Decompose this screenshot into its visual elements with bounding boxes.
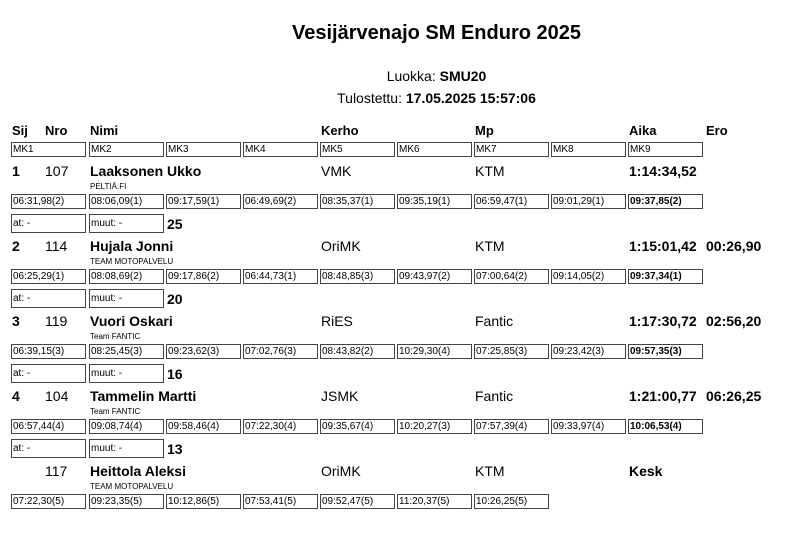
split-cell: 09:57,35(3): [628, 344, 703, 359]
rider-gap: 00:26,90: [706, 238, 762, 254]
rider-position: 3: [12, 313, 20, 329]
rider-points: 13: [167, 441, 183, 457]
split-cell: 08:06,09(1): [89, 194, 164, 209]
split-cell: 09:37,34(1): [628, 269, 703, 284]
split-cell: 09:01,29(1): [551, 194, 626, 209]
rider-team: TEAM MOTOPALVELU: [90, 482, 174, 491]
rider-muut: muut: -: [89, 214, 164, 233]
split-cell: 10:12,86(5): [166, 494, 241, 509]
class-line: [0, 68, 785, 84]
rider-club: JSMK: [321, 388, 359, 404]
rider-team: Team FANTIC: [90, 332, 141, 341]
mk-header-cell: MK9: [628, 142, 703, 157]
rider-bike: Fantic: [475, 388, 514, 404]
printed-line: [0, 90, 785, 106]
rider-muut: muut: -: [89, 364, 164, 383]
header-aika: Aika: [629, 123, 657, 138]
rider-bike: KTM: [475, 463, 505, 479]
split-cell: 07:25,85(3): [474, 344, 549, 359]
split-cell: 07:53,41(5): [243, 494, 318, 509]
split-cell: 09:35,19(1): [397, 194, 472, 209]
rider-points: 16: [167, 366, 183, 382]
mk-header-cell: MK8: [551, 142, 626, 157]
mk-header-cell: MK5: [320, 142, 395, 157]
split-cell: 09:23,62(3): [166, 344, 241, 359]
rider-gap: 02:56,20: [706, 313, 762, 329]
rider-points: 25: [167, 216, 183, 232]
split-cell: 07:22,30(5): [11, 494, 86, 509]
split-cell: 07:00,64(2): [474, 269, 549, 284]
rider-team: TEAM MOTOPALVELU: [90, 257, 174, 266]
rider-number: 117: [45, 463, 68, 479]
split-cell: 06:59,47(1): [474, 194, 549, 209]
split-cell: 09:17,86(2): [166, 269, 241, 284]
split-cell: 08:48,85(3): [320, 269, 395, 284]
split-cell: 09:23,42(3): [551, 344, 626, 359]
rider-time: 1:15:01,42: [629, 238, 697, 254]
split-cell: 09:43,97(2): [397, 269, 472, 284]
rider-number: 119: [45, 313, 68, 329]
rider-number: 104: [45, 388, 69, 404]
rider-name: Vuori Oskari: [90, 313, 173, 329]
class-value: SMU20: [439, 68, 487, 84]
rider-name: Hujala Jonni: [90, 238, 174, 254]
rider-name: Heittola Aleksi: [90, 463, 186, 479]
split-cell: 08:25,45(3): [89, 344, 164, 359]
rider-time: 1:14:34,52: [629, 163, 697, 179]
split-cell: 10:29,30(4): [397, 344, 472, 359]
rider-number: 107: [45, 163, 69, 179]
header-mp: Mp: [475, 123, 494, 138]
rider-at: at: -: [11, 439, 86, 458]
split-cell: 08:43,82(2): [320, 344, 395, 359]
rider-club: OriMK: [321, 238, 361, 254]
split-cell: 06:44,73(1): [243, 269, 318, 284]
rider-at: at: -: [11, 289, 86, 308]
split-cell: 06:49,69(2): [243, 194, 318, 209]
split-cell: 09:35,67(4): [320, 419, 395, 434]
header-ero: Ero: [706, 123, 728, 138]
rider-club: RiES: [321, 313, 353, 329]
rider-time: 1:21:00,77: [629, 388, 697, 404]
split-cell: 07:57,39(4): [474, 419, 549, 434]
rider-team: PELTIÄ.FI: [90, 182, 127, 191]
rider-number: 114: [45, 238, 68, 254]
rider-name: Laaksonen Ukko: [90, 163, 202, 179]
rider-at: at: -: [11, 214, 86, 233]
split-cell: 06:39,15(3): [11, 344, 86, 359]
mk-header-cell: MK6: [397, 142, 472, 157]
split-cell: 06:25,29(1): [11, 269, 86, 284]
rider-club: OriMK: [321, 463, 361, 479]
header-nimi: Nimi: [90, 123, 119, 138]
split-cell: 06:57,44(4): [11, 419, 86, 434]
printed-label: Tulostettu:: [337, 90, 402, 106]
rider-position: 2: [12, 238, 20, 254]
split-cell: 07:22,30(4): [243, 419, 318, 434]
header-sij: Sij: [12, 123, 28, 138]
printed-value: 17.05.2025 15:57:06: [405, 90, 536, 106]
mk-header-cell: MK7: [474, 142, 549, 157]
split-cell: 09:37,85(2): [628, 194, 703, 209]
split-cell: 08:08,69(2): [89, 269, 164, 284]
rider-bike: Fantic: [475, 313, 514, 329]
class-label: Luokka:: [386, 68, 436, 84]
rider-muut: muut: -: [89, 439, 164, 458]
rider-name: Tammelin Martti: [90, 388, 197, 404]
mk-header-cell: MK4: [243, 142, 318, 157]
rider-club: VMK: [321, 163, 352, 179]
rider-bike: KTM: [475, 163, 505, 179]
split-cell: 10:06,53(4): [628, 419, 703, 434]
page-title: Vesijärvenajo SM Enduro 2025: [291, 22, 581, 44]
split-cell: 09:58,46(4): [166, 419, 241, 434]
rider-time: Kesk: [629, 463, 663, 479]
split-cell: 09:08,74(4): [89, 419, 164, 434]
mk-header-cell: MK3: [166, 142, 241, 157]
rider-time: 1:17:30,72: [629, 313, 697, 329]
rider-bike: KTM: [475, 238, 505, 254]
rider-at: at: -: [11, 364, 86, 383]
rider-gap: 06:26,25: [706, 388, 762, 404]
rider-team: Team FANTIC: [90, 407, 141, 416]
mk-header-cell: MK2: [89, 142, 164, 157]
split-cell: 06:31,98(2): [11, 194, 86, 209]
split-cell: 08:35,37(1): [320, 194, 395, 209]
rider-position: 1: [12, 163, 20, 179]
split-cell: 10:20,27(3): [397, 419, 472, 434]
split-cell: 09:14,05(2): [551, 269, 626, 284]
header-kerho: Kerho: [321, 123, 359, 138]
mk-header-cell: MK1: [11, 142, 86, 157]
split-cell: 09:17,59(1): [166, 194, 241, 209]
split-cell: 11:20,37(5): [397, 494, 472, 509]
split-cell: 09:23,35(5): [89, 494, 164, 509]
rider-points: 20: [167, 291, 183, 307]
rider-position: 4: [12, 388, 20, 404]
split-cell: 07:02,76(3): [243, 344, 318, 359]
split-cell: 09:52,47(5): [320, 494, 395, 509]
split-cell: 10:26,25(5): [474, 494, 549, 509]
header-nro: Nro: [45, 123, 68, 138]
split-cell: 09:33,97(4): [551, 419, 626, 434]
rider-muut: muut: -: [89, 289, 164, 308]
